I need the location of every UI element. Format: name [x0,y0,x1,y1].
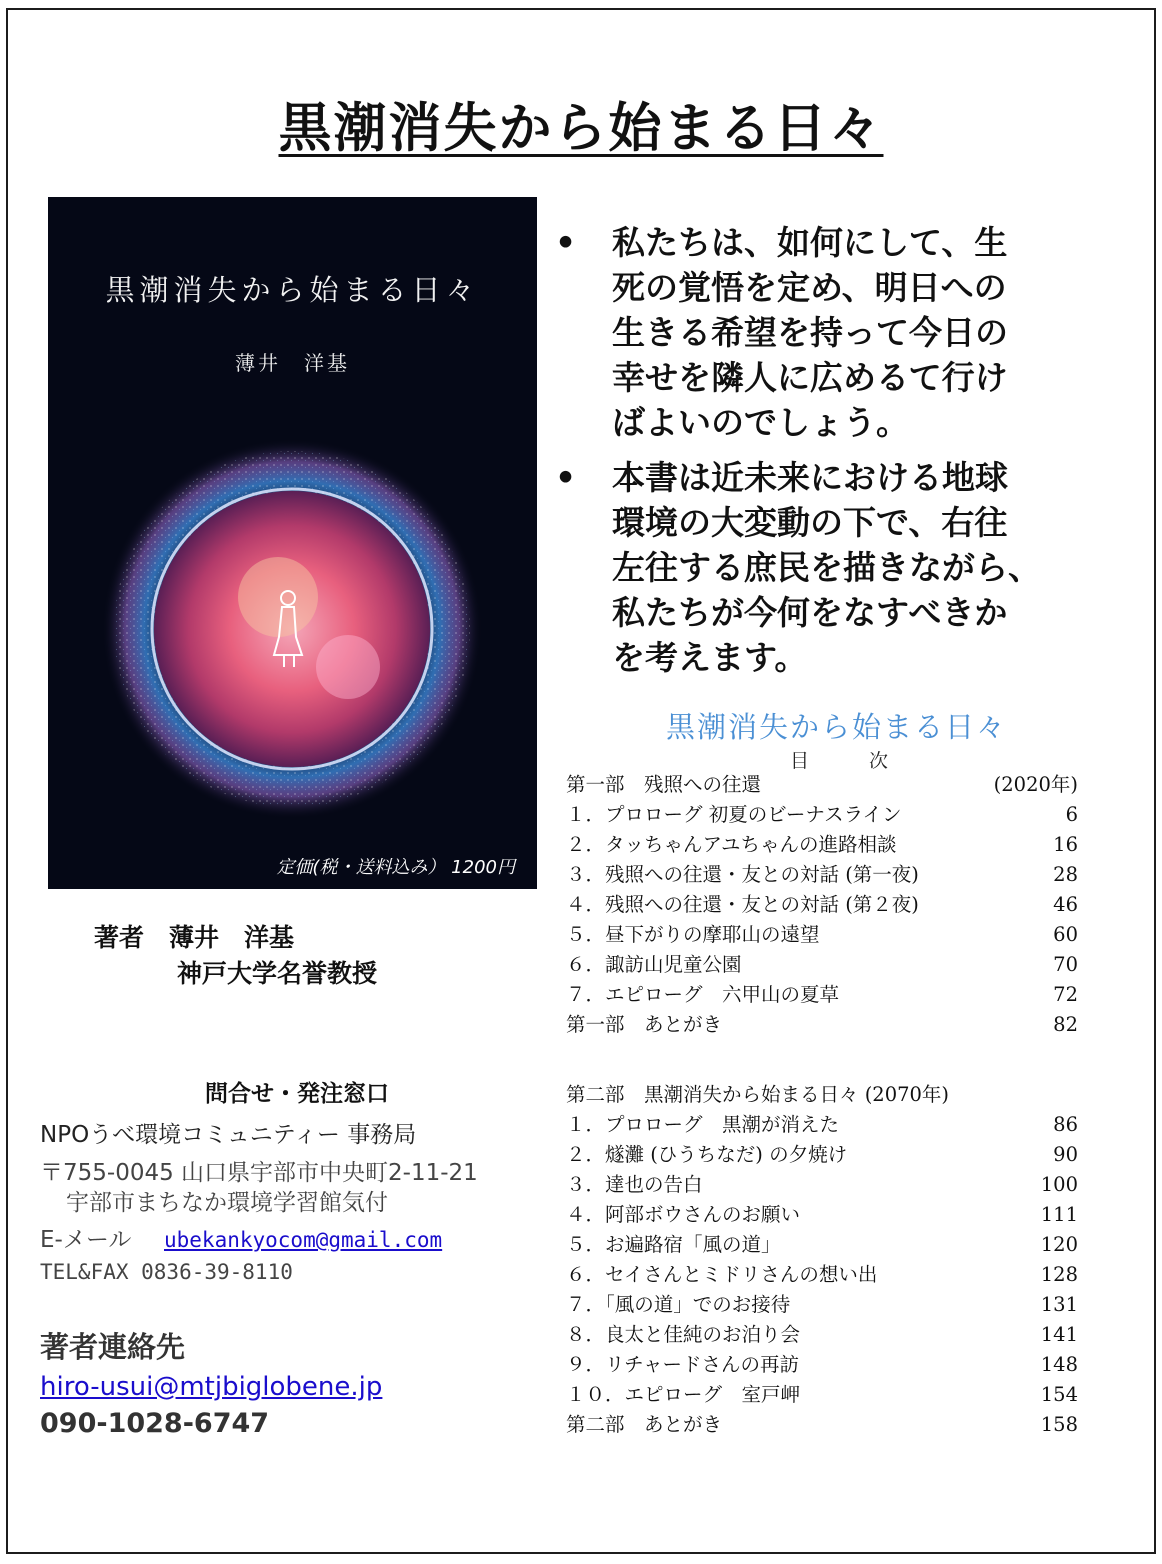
author-name: 著者 薄井 洋基 [94,923,295,952]
contact-email-label: E-メール [40,1227,132,1253]
toc-row: 第二部 あとがき 158 [566,1413,1078,1436]
page-title: 黒潮消失から始まる日々 [278,98,884,159]
toc-row: ６．諏訪山児童公園 70 [566,953,1078,976]
contact-email-link[interactable]: ubekankyocom@gmail.com [164,1228,443,1252]
contact-org: NPOうべ環境コミュニティー 事務局 [40,1122,417,1148]
contact-email-row [40,1221,442,1254]
toc-row: １．プロローグ 初夏のビーナスライン 6 [566,803,1078,826]
author-title: 神戸大学名誉教授 [177,959,378,988]
toc-row: ３．残照への往還・友との対話 (第一夜) 28 [566,863,1078,886]
toc-row: ７．エピローグ 六甲山の夏草 72 [566,983,1078,1006]
toc-row: ４．残照への往還・友との対話 (第２夜) 46 [566,893,1078,916]
table-of-contents [566,770,1078,1440]
toc-row: １．プロローグ 黒潮が消えた 86 [566,1113,1078,1136]
author-phone: 090-1028-6747 [40,1408,270,1439]
toc-row: ６．セイさんとミドリさんの想い出 128 [566,1263,1078,1286]
contact-address2: 宇部市まちなか環境学習館気付 [66,1190,388,1216]
toc-title: 黒潮消失から始まる日々 [666,710,1008,744]
description-list [555,220,1115,690]
author-contact-heading: 著者連絡先 [40,1330,186,1364]
toc-part2-heading: 第二部 黒潮消失から始まる日々 (2070年) [566,1083,950,1106]
toc-row: １０．エピローグ 室戸岬 154 [566,1383,1078,1406]
toc-row: ２．燧灘 (ひうちなだ) の夕焼け 90 [566,1143,1078,1166]
book-cover [48,197,537,889]
toc-row: 第一部 あとがき 82 [566,1013,1078,1036]
bullet-icon: • [555,223,577,262]
toc-part1-heading: 第一部 残照への往還 (2020年) [566,773,1078,796]
description-item: • 私たちは、如何にして、生 死の覚悟を定め、明日への 生きる希望を持って今日の 幸せを隣人に広めるて行け ばよいのでしょう。 [555,220,1115,445]
description-item: • 本書は近未来における地球 環境の大変動の下で、右往 左往する庶民を描きながら、 私たちが今何をなすべきか を考えます。 [555,455,1115,680]
author-info [94,920,377,992]
toc-subtitle: 目次 [790,750,949,772]
toc-row: ５．昼下がりの摩耶山の遠望 60 [566,923,1078,946]
toc-row: ３．達也の告白 100 [566,1173,1078,1196]
toc-row: ８．良太と佳純のお泊り会 141 [566,1323,1078,1346]
toc-row: ７．「風の道」でのお接待 131 [566,1293,1078,1316]
cover-author: 薄井 洋基 [235,351,350,375]
toc-row: ９．リチャードさんの再訪 148 [566,1353,1078,1376]
contact-tel: TEL&FAX 0836-39-8110 [40,1260,293,1284]
toc-row: ２．タッちゃんアユちゃんの進路相談 16 [566,833,1078,856]
contact-heading: 問合せ・発注窓口 [205,1081,389,1107]
author-email-link[interactable]: hiro-usui@mtjbiglobene.jp [40,1372,383,1402]
toc-row: ４．阿部ボウさんのお願い 111 [566,1203,1078,1226]
contact-address: 〒755-0045 山口県宇部市中央町2-11-21 [40,1160,478,1186]
toc-row: ５．お遍路宿「風の道」 120 [566,1233,1078,1256]
cover-title: 黒潮消失から始まる日々 [105,273,480,307]
bullet-icon: • [555,458,577,497]
cover-price: 定価(税・送料込み） 1200円 [276,857,515,878]
